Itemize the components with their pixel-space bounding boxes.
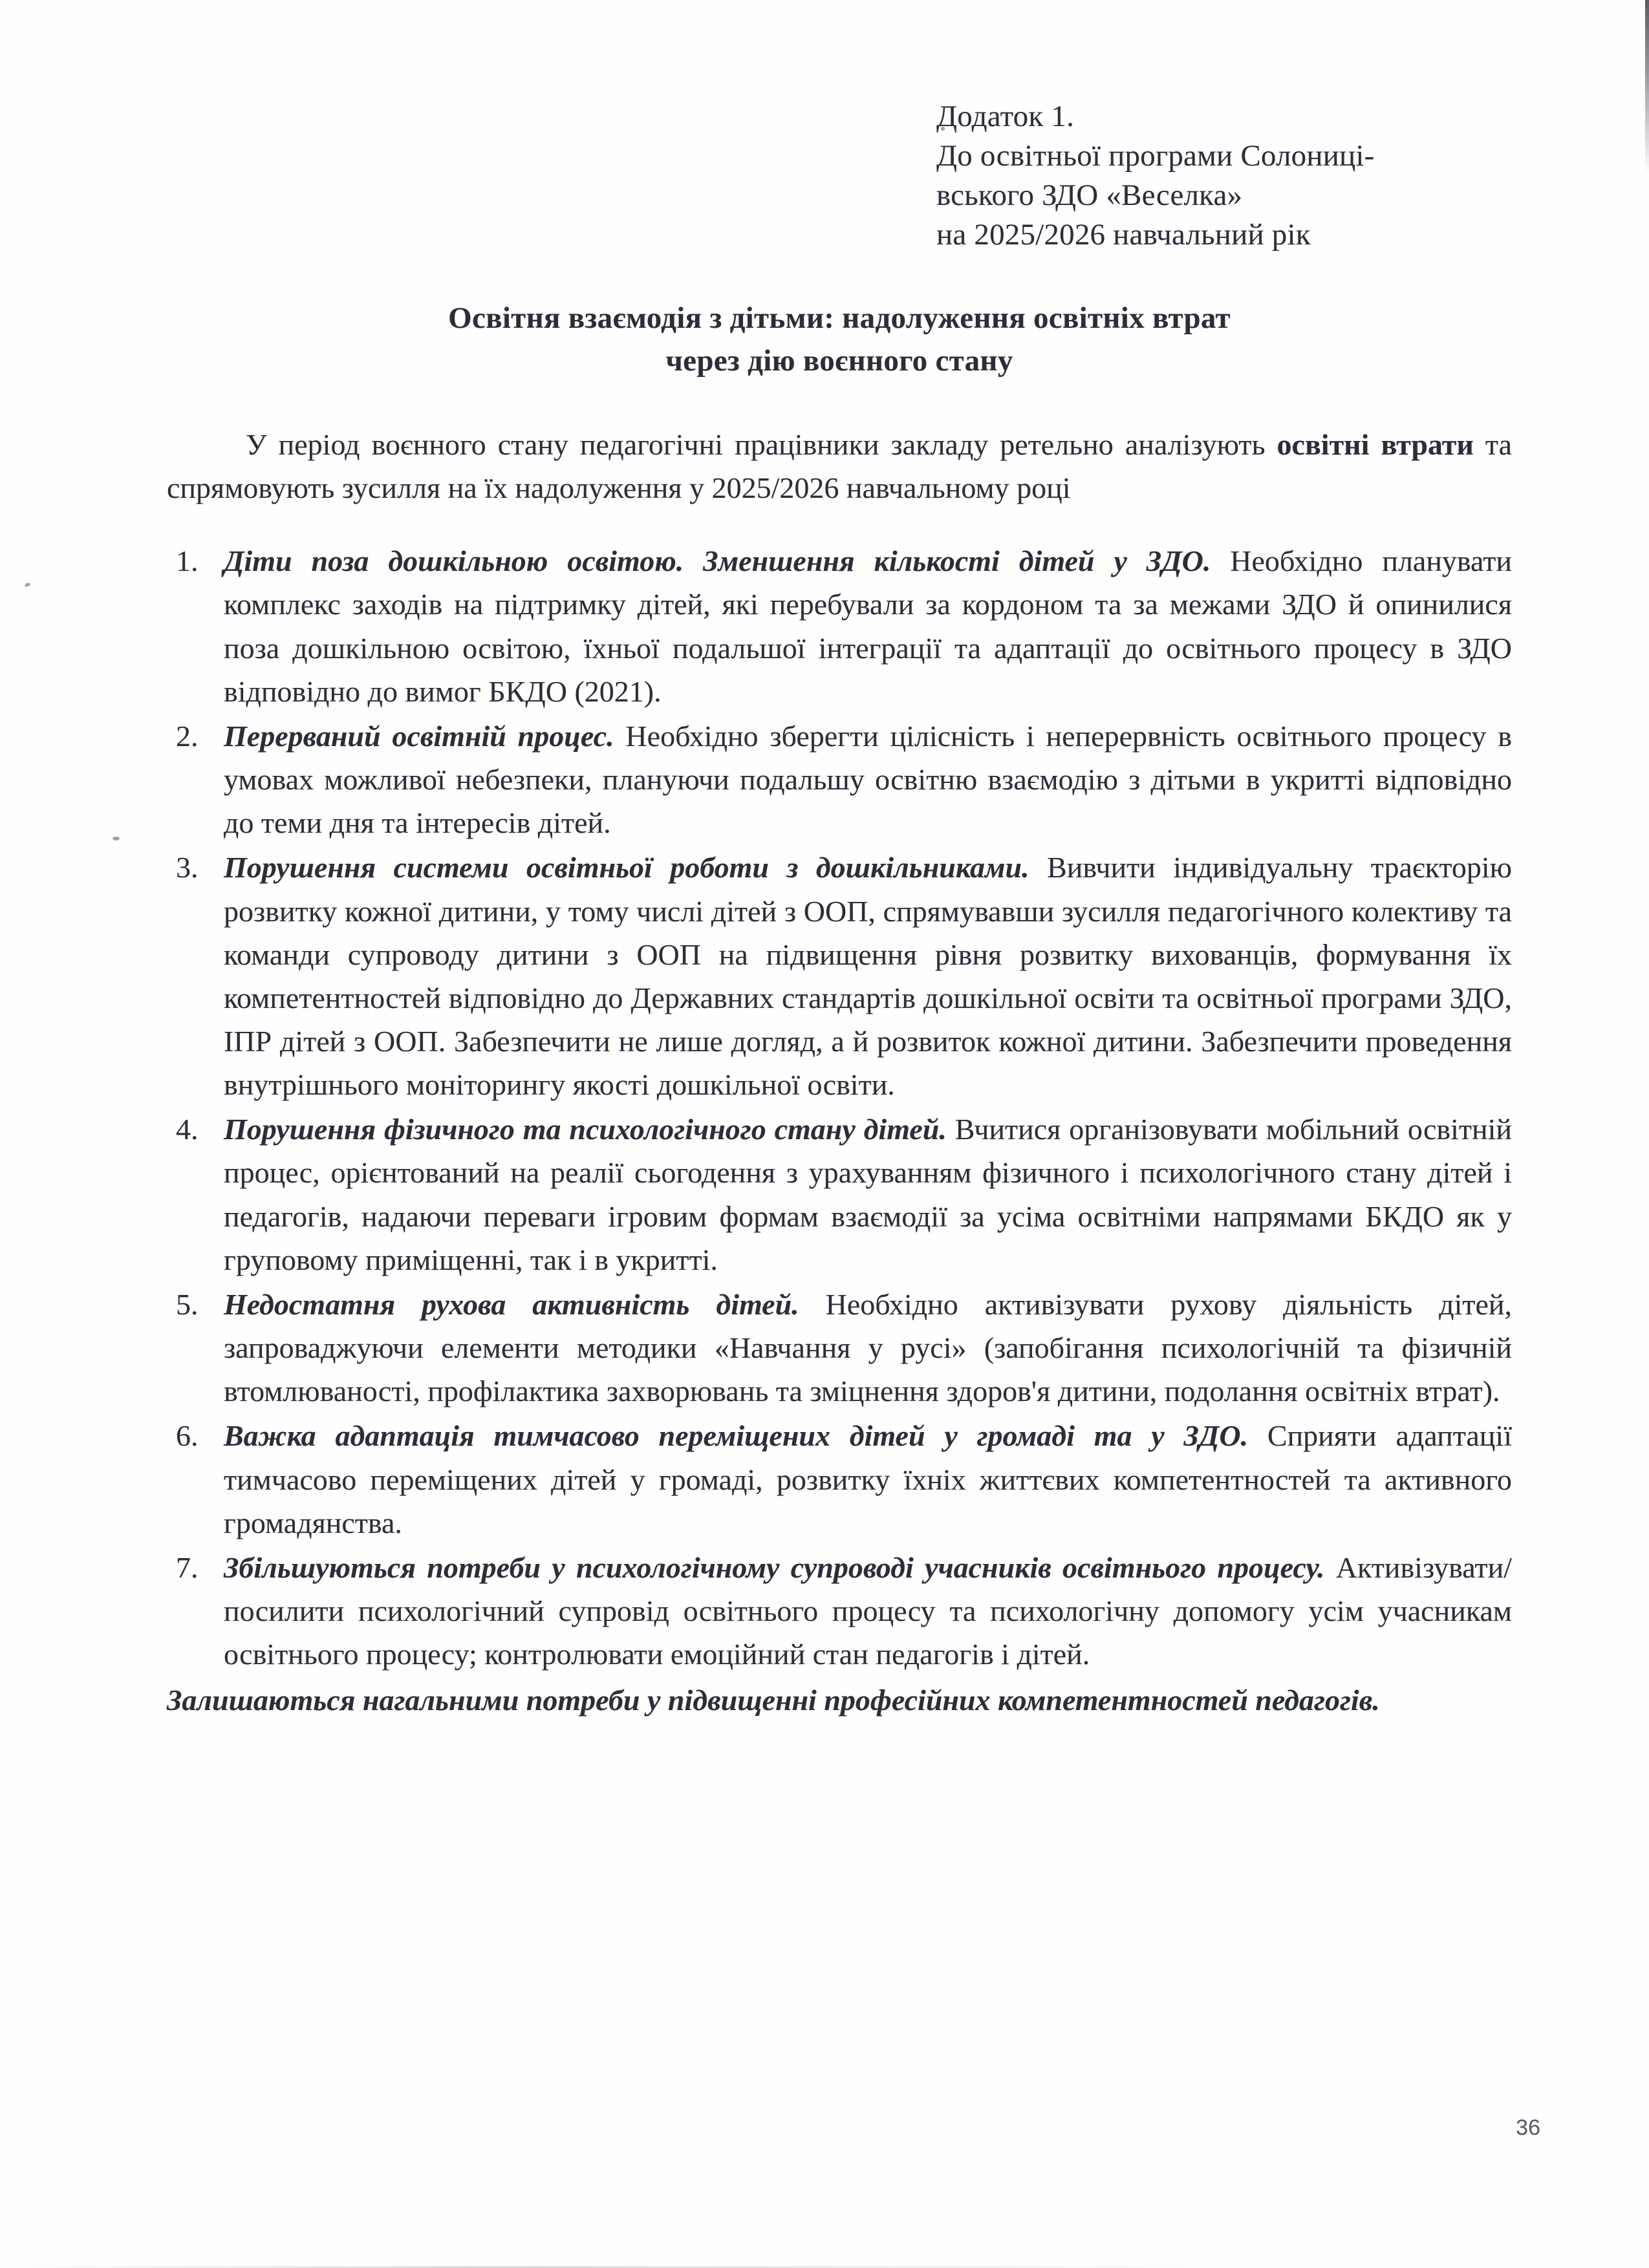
intro-paragraph [167, 423, 1512, 509]
list-item [167, 1283, 1512, 1413]
list-item-lead: Перерваний освітній процес. [224, 719, 614, 753]
list-item-lead: Важка адаптація тимчасово переміщених дітей у громаді та у ЗДО. [224, 1419, 1249, 1453]
list-item [167, 714, 1512, 844]
list-item [167, 1107, 1512, 1281]
list-item [167, 1546, 1512, 1676]
header-line-program-2: вського ЗДО «Веселка» [936, 178, 1243, 213]
list-item-body: Сприяти адаптації тимчасово переміщених дітей у громаді, розвитку їхніх життєвих компетентностей та активного громадянства. [224, 1419, 1512, 1539]
intro-emphasis-educational-losses: освітні втрати [1277, 427, 1474, 461]
list-item-lead: Порушення фізичного та психологічного стану дітей. [224, 1113, 947, 1146]
page-number: 36 [1516, 2115, 1540, 2140]
list-item-body: Вивчити індивідуальну траєкторію розвитку кожної дитини, у тому числі дітей з ООП, спрямувавши зусилля педагогічного колективу та команди супроводу дитини з ООП на підвищення рівня розвитку вихованців, формування їх компетентностей відповідно до Державних стандартів дошкільної освіти та освітньої програми ЗДО, ІПР дітей з ООП. Забезпечити не лише догляд, а й розвиток кожної дитини. Забезпечити проведення внутрішнього моніторингу якості дошкільної освіти. [224, 851, 1512, 1102]
list-item-lead: Порушення системи освітньої роботи з дошкільниками. [224, 851, 1029, 884]
list-item-lead: Недостатня рухова активність дітей. [224, 1287, 799, 1321]
list-item-body: Активізувати/посилити психологічний супровід освітнього процесу та психологічну допомогу усім учасникам освітнього процесу; контролювати емоційний стан педагогів і дітей. [224, 1550, 1512, 1671]
header-line-appendix: Додаток 1. [936, 100, 1075, 133]
intro-text-part-1: У період воєнного стану педагогічні працівники закладу ретельно аналізують [246, 427, 1277, 461]
list-item-body: Необхідно зберегти цілісність і неперервність освітнього процесу в умовах можливої небезпеки, плануючи подальшу освітню взаємодію з дітьми в укритті відповідно до теми дня та інтересів дітей. [224, 719, 1512, 840]
intro-text-part-2: та спрямовують зусилля на їх надолуження у 2025/2026 навчальному році [167, 427, 1512, 505]
page-title-line-2: через дію воєнного стану [665, 344, 1013, 378]
page-title [167, 297, 1512, 383]
numbered-list [167, 539, 1512, 1676]
header-line-year: на 2025/2026 навчальний рік [936, 218, 1311, 252]
list-item-body: Вчитися організовувати мобільний освітній процес, орієнтований на реалії сьогодення з урахуванням фізичного і психологічного стану дітей і педагогів, надаючи переваги ігровим формам взаємодії за усіма освітніми напрямами БКДО як у груповому приміщенні, так і в укритті. [224, 1113, 1513, 1276]
list-item-body: Необхідно планувати комплекс заходів на підтримку дітей, які перебували за кордоном та за межами ЗДО й опинилися поза дошкільною освітою, їхньої подальшої інтеграції та адаптації до освітнього процесу в ЗДО відповідно до вимог БКДО (2021). [224, 544, 1512, 708]
header-line-program-1: До освітньої програми Солониці- [936, 139, 1375, 173]
closing-paragraph: Залишаються нагальними потреби у підвищенні професійних компетентностей педагогів. [167, 1684, 1380, 1717]
page-title-line-1: Освітня взаємодія з дітьми: надолуження освітніх втрат [448, 301, 1231, 336]
scan-edge-artifact-right [1645, 0, 1649, 175]
list-item-body: Необхідно активізувати рухову діяльність дітей, запроваджуючи елементи методики «Навчання у русі» (запобігання психологічній та фізичній втомлюваності, профілактика захворювань та зміцнення здоров'я дитини, подолання освітніх втрат). [224, 1287, 1512, 1408]
list-item [167, 539, 1512, 713]
list-item [167, 1414, 1512, 1544]
document-header-block [936, 97, 1512, 255]
list-item [167, 846, 1512, 1106]
list-item-lead: Діти поза дошкільною освітою. Зменшення кількості дітей у ЗДО. [224, 544, 1211, 578]
document-content [167, 97, 1512, 1752]
scan-speck [113, 837, 120, 840]
list-item-lead: Збільшуються потреби у психологічному супроводі учасників освітнього процесу. [224, 1550, 1325, 1584]
scan-speck [24, 582, 30, 587]
